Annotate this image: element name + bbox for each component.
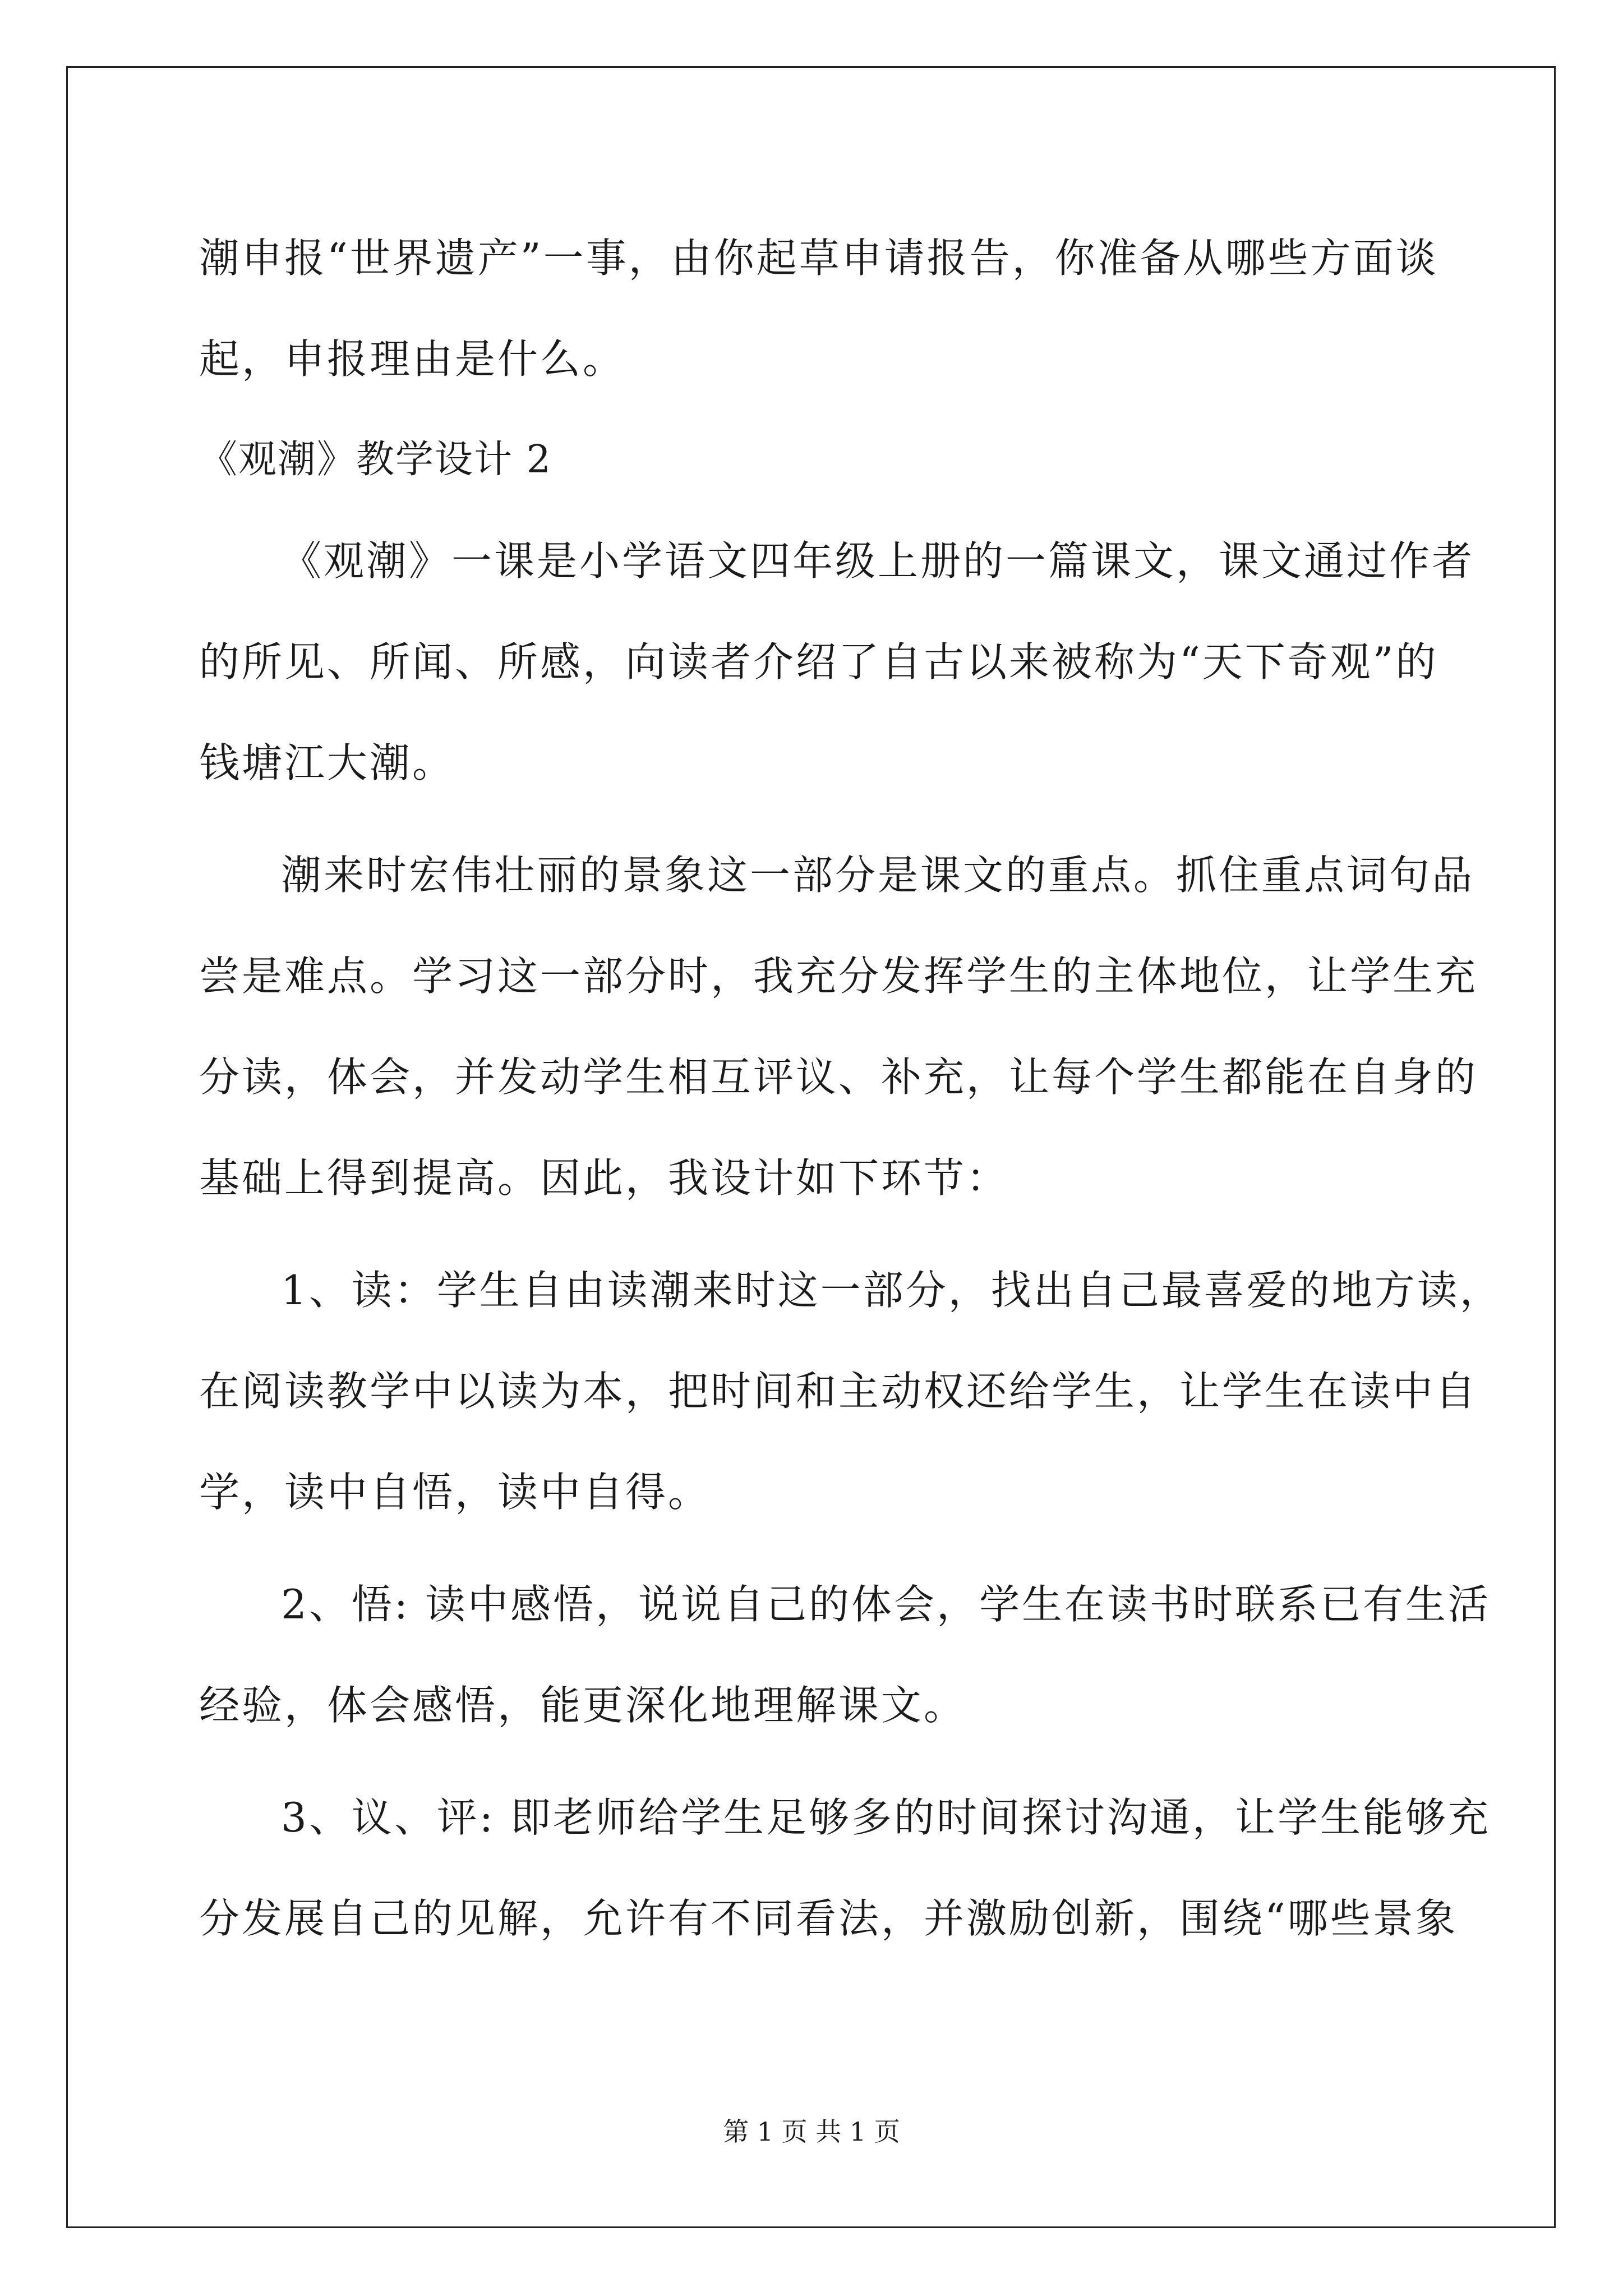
text-line: 学，读中自悟，读中自得。 (199, 1469, 711, 1516)
text-line: 2、悟: 读中感悟，说说自己的体会，学生在读书时联系已有生活 (281, 1581, 1491, 1628)
text-line: 1、读：学生自由读潮来时这一部分，找出自己最喜爱的地方读， (281, 1267, 1502, 1314)
section-title: 《观潮》教学设计 2 (199, 438, 552, 482)
document-body (199, 208, 1502, 1969)
page-number: 第 1 页 共 1 页 (723, 2116, 900, 2147)
text-line: 经验，体会感悟，能更深化地理解课文。 (199, 1682, 967, 1729)
text-line: 《观潮》一课是小学语文四年级上册的一篇课文，课文通过作者 (281, 537, 1475, 585)
text-line: 分读，体会，并发动学生相互评议、补充，让每个学生都能在自身的 (199, 1053, 1478, 1101)
text-line: 潮来时宏伟壮丽的景象这一部分是课文的重点。抓住重点词句品 (281, 852, 1475, 899)
paragraph-3 (199, 825, 1478, 1228)
paragraph-1 (199, 208, 1438, 409)
text-line: 起，申报理由是什么。 (199, 335, 626, 383)
text-line: 在阅读教学中以读为本，把时间和主动权还给学生，让学生在读中自 (199, 1368, 1478, 1415)
paragraph-2 (199, 510, 1475, 813)
text-line: 潮申报“世界遗产”一事，由你起草申请报告，你准备从哪些方面谈 (199, 234, 1438, 282)
text-line: 分发展自己的见解，允许有不同看法，并激励创新，围绕“哪些景象 (199, 1895, 1458, 1942)
text-line: 钱塘江大潮。 (199, 739, 455, 786)
text-line: 基础上得到提高。因此，我设计如下环节： (199, 1154, 1009, 1202)
paragraph-4 (199, 1240, 1502, 1543)
paragraph-6 (199, 1767, 1491, 1969)
paragraph-5 (199, 1554, 1491, 1756)
text-line: 3、议、评: 即老师给学生足够多的时间探讨沟通，让学生能够充 (281, 1794, 1491, 1841)
text-line: 尝是难点。学习这一部分时，我充分发挥学生的主体地位，让学生充 (199, 953, 1478, 1000)
text-line: 的所见、所闻、所感，向读者介绍了自古以来被称为“天下奇观”的 (199, 638, 1438, 685)
